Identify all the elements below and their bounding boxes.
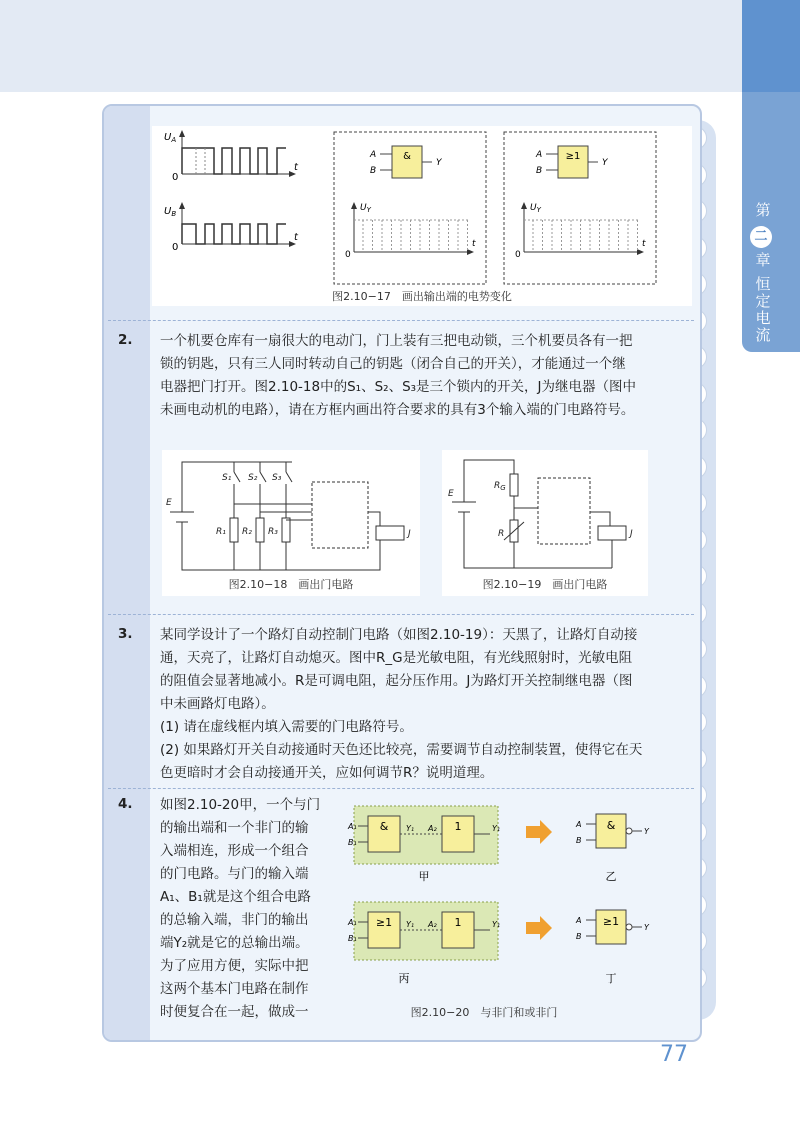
q4-line-9: 这两个基本门电路在制作 — [160, 981, 309, 997]
and-out-y: Y — [436, 158, 442, 168]
or-label-t: t — [642, 239, 646, 249]
page-header-band — [0, 0, 800, 92]
jia-b1: B₁ — [348, 838, 357, 847]
fig18-s1: S₁ — [222, 473, 232, 483]
q3-line-5: (1) 请在虚线框内填入需要的门电路符号。 — [160, 719, 413, 735]
fig18-r1: R₁ — [216, 527, 226, 537]
q3-line-4: 中未画路灯电路）。 — [160, 696, 275, 712]
chapter-title-4: 流 — [755, 326, 771, 344]
q4-line-8: 为了应用方便，实际中把 — [160, 958, 309, 974]
separator — [108, 320, 694, 321]
question-4-number: 4. — [118, 796, 133, 812]
caption-fig20: 图2.10−20 与非门和或非门 — [410, 1006, 558, 1019]
ding-y: Y — [644, 923, 649, 932]
fig18-r2: R₂ — [242, 527, 252, 537]
q4-line-4: 的门电路。与门的输入端 — [160, 866, 309, 882]
question-2-text — [160, 330, 690, 422]
jia-y1: Y₁ — [406, 824, 415, 833]
label-zero-b: 0 — [172, 242, 179, 253]
ding-b: B — [576, 932, 582, 941]
gate-and-jia-symbol: & — [379, 820, 389, 833]
gate-not-jia-symbol: 1 — [454, 820, 462, 833]
q4-line-2: 的输出端和一个非门的输 — [160, 820, 309, 836]
q3-line-6: (2) 如果路灯开关自动接通时天色还比较亮，需要调节自动控制装置，使得它在天 — [160, 742, 643, 758]
inverter-bubble-icon — [626, 924, 632, 930]
q3-line-1: 某同学设计了一个路灯自动控制门电路（如图2.10-19）：天黑了，让路灯自动接 — [160, 627, 638, 643]
fig18-r3: R₃ — [268, 527, 278, 537]
fig18-s2: S₂ — [248, 473, 258, 483]
gate-not-bing-symbol: 1 — [454, 916, 462, 929]
arrow-icon — [526, 820, 552, 844]
fig19-rg: $R_G$ — [494, 481, 506, 492]
q2-line-4: 未画电动机的电路），请在方框内画出符合要求的具有3个输入端的门电路符号。 — [160, 402, 635, 418]
gate-nand-yi-symbol: & — [606, 819, 616, 832]
separator — [108, 614, 694, 615]
fig19-bg — [442, 450, 648, 596]
or-label-zero: 0 — [515, 250, 521, 260]
gate-or-bing-symbol: ≥1 — [375, 916, 393, 929]
or-in-b: B — [536, 166, 543, 176]
q3-line-7: 色更暗时才会自动接通开关，应如何调节R？说明道理。 — [160, 765, 494, 781]
label-zero-a: 0 — [172, 172, 179, 183]
gate-nor-ding-symbol: ≥1 — [602, 915, 620, 928]
jia-a2: A₂ — [428, 824, 437, 833]
caption-fig17: 图2.10−17 画出输出端的电势变化 — [332, 290, 512, 303]
bing-y1: Y₁ — [406, 920, 415, 929]
number-strip — [104, 106, 150, 1040]
or-out-y: Y — [602, 158, 608, 168]
question-4-text — [160, 794, 346, 1024]
fig18-bg — [162, 450, 420, 596]
figure-2-10-20 — [344, 802, 694, 1026]
inverter-bubble-icon — [626, 828, 632, 834]
page-number: 77 — [660, 1042, 688, 1067]
arrow-icon — [526, 916, 552, 940]
question-3-number: 3. — [118, 626, 133, 642]
or-in-a: A — [536, 150, 543, 160]
q4-line-6: 的总输入端，非门的输出 — [160, 912, 309, 928]
fig19-e: E — [448, 489, 454, 499]
yi-a: A — [576, 820, 582, 829]
q3-line-2: 通，天亮了，让路灯自动熄灭。图中R_G是光敏电阻，有光线照射时，光敏电阻 — [160, 650, 633, 666]
and-label-uy: $U_Y$ — [360, 203, 371, 214]
exercise-card — [102, 104, 702, 1042]
q2-line-3: 电器把门打开。图2.10-18中的S₁、S₂、S₃是三个锁内的开关，J为继电器（图中 — [160, 379, 637, 395]
or-label-uy: $U_Y$ — [530, 203, 541, 214]
chapter-suffix: 章 — [755, 251, 771, 269]
fig19-j: J — [630, 529, 633, 539]
label-ding: 丁 — [605, 972, 617, 985]
bing-a1: A₁ — [348, 918, 357, 927]
yi-b: B — [576, 836, 582, 845]
q4-line-1: 如图2.10-20甲，一个与门 — [160, 797, 321, 813]
fig18-j: J — [408, 529, 411, 539]
q2-line-1: 一个机要仓库有一扇很大的电动门，门上装有三把电动锁，三个机要员各有一把 — [160, 333, 633, 349]
label-yi: 乙 — [605, 870, 617, 883]
label-ua: $U_A$ — [164, 132, 177, 144]
q4-line-3: 入端相连，形成一个组合 — [160, 843, 309, 859]
chapter-title-3: 电 — [755, 309, 771, 327]
question-3-text — [160, 624, 690, 785]
separator — [108, 788, 694, 789]
q4-line-5: A₁、B₁就是这个组合电路 — [160, 889, 311, 905]
fig18-s3: S₃ — [272, 473, 282, 483]
jia-a1: A₁ — [348, 822, 357, 831]
chapter-title-2: 定 — [755, 292, 771, 310]
label-t-a: t — [294, 162, 298, 173]
yi-y: Y — [644, 827, 649, 836]
fig18-e: E — [166, 498, 172, 508]
chapter-number: 二 — [750, 226, 772, 248]
and-in-b: B — [370, 166, 377, 176]
caption-fig19: 图2.10−19 画出门电路 — [482, 578, 608, 591]
figure-2-10-19 — [442, 450, 648, 596]
jia-y2: Y₁ — [492, 824, 501, 833]
question-2-number: 2. — [118, 332, 133, 348]
chapter-tab-top — [742, 0, 800, 92]
and-in-a: A — [370, 150, 377, 160]
and-label-zero: 0 — [345, 250, 351, 260]
q2-line-2: 锁的钥匙，只有三人同时转动自己的钥匙（闭合自己的开关），才能通过一个继 — [160, 356, 626, 372]
q3-line-3: 的阻值会显著地减小。R是可调电阻，起分压作用。J为路灯开关控制继电器（图 — [160, 673, 633, 689]
caption-fig18: 图2.10−18 画出门电路 — [228, 578, 354, 591]
or-symbol: ≥1 — [565, 151, 581, 162]
and-label-t: t — [472, 239, 476, 249]
label-jia: 甲 — [418, 870, 430, 883]
chapter-title-1: 恒 — [755, 275, 771, 293]
ding-a: A — [576, 916, 582, 925]
label-t-b: t — [294, 232, 298, 243]
fig19-r: R — [498, 529, 505, 539]
figure-2-10-18 — [162, 450, 420, 596]
and-symbol: & — [403, 151, 411, 162]
bing-a2: A₂ — [428, 920, 437, 929]
label-ub: $U_B$ — [164, 206, 177, 218]
figure-2-10-17 — [152, 126, 692, 306]
label-bing: 丙 — [398, 972, 410, 985]
bing-y2: Y₁ — [492, 920, 501, 929]
q4-line-10: 时便复合在一起，做成一 — [160, 1004, 309, 1020]
q4-line-7: 端Y₂就是它的总输出端。 — [160, 935, 309, 951]
bing-b1: B₁ — [348, 934, 357, 943]
chapter-prefix: 第 — [755, 201, 771, 219]
